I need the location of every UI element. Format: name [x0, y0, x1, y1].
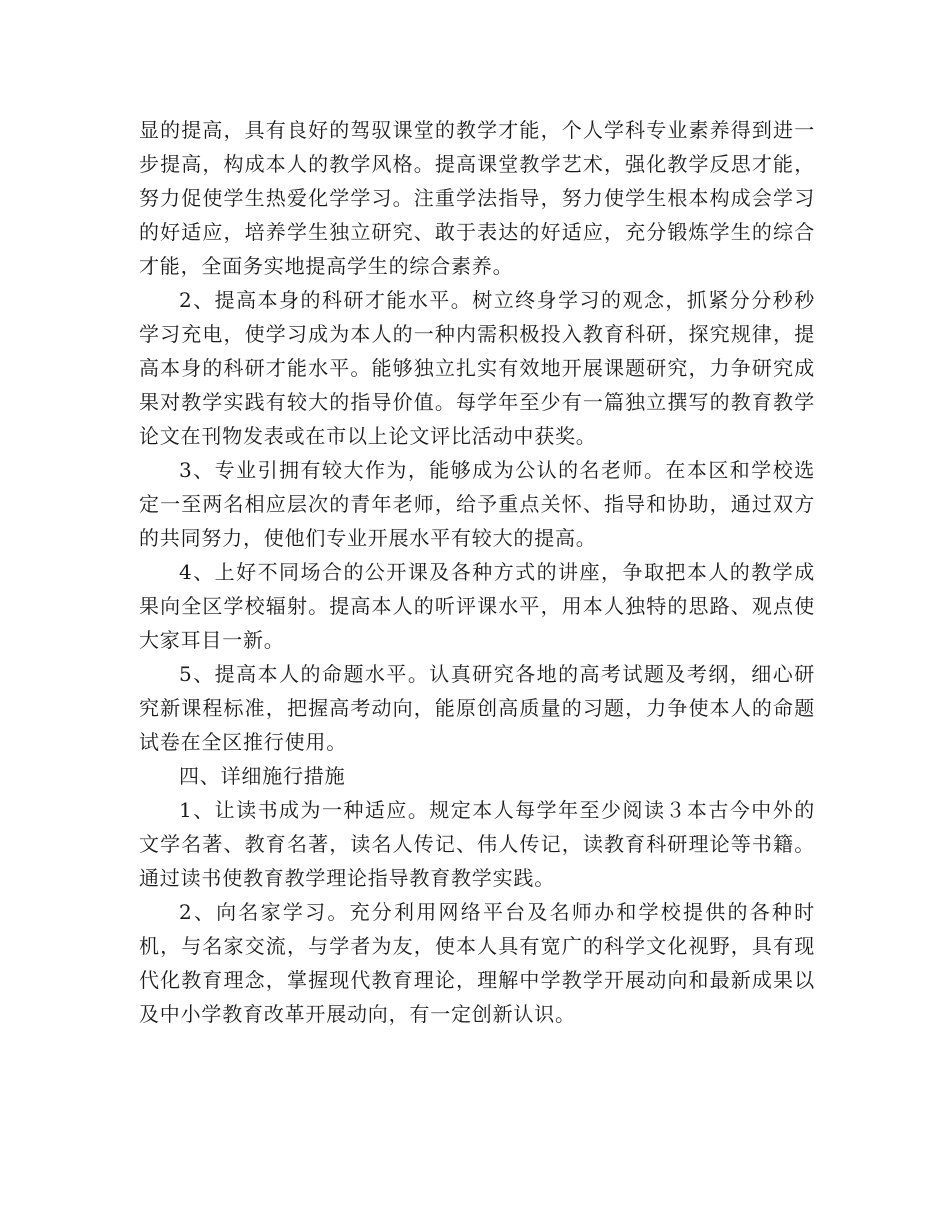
paragraph-measure-2-learn-from-experts: 2、向名家学习。充分利用网络平台及名师办和学校提供的各种时机，与名家交流，与学者为友，使本人具有宽广的科学文化视野，具有现代化教育理念，掌握现代教育理论，理解中学教学开展动向和最新成果以及中小学教育改革开展动向，有一定创新认识。	[139, 900, 815, 1026]
paragraph-item-3-leadership: 3、专业引拥有较大作为，能够成为公认的名老师。在本区和学校选定一至两名相应层次的青年老师，给予重点关怀、指导和协助，通过双方的共同努力，使他们专业开展水平有较大的提高。	[139, 458, 815, 550]
paragraph-item-2-research: 2、提高本身的科研才能水平。树立终身学习的观念，抓紧分分秒秒学习充电，使学习成为本人的一种内需积极投入教育科研，探究规律，提高本身的科研才能水平。能够独立扎实有效地开展课题研究，力争研究成果对教学实践有较大的指导价值。每学年至少有一篇独立撰写的教育教学论文在刊物发表或在市以上论文评比活动中获奖。	[139, 288, 815, 448]
paragraph-continuation: 显的提高，具有良好的驾驭课堂的教学才能，个人学科专业素养得到进一步提高，构成本人的教学风格。提高课堂教学艺术，强化教学反思才能，努力促使学生热爱化学学习。注重学法指导，努力使学生根本构成会学习的好适应，培养学生独立研究、敢于表达的好适应，充分锻炼学生的综合才能，全面务实地提高学生的综合素养。	[139, 118, 815, 278]
document-body	[139, 113, 815, 1031]
paragraph-item-5-exam-design: 5、提高本人的命题水平。认真研究各地的高考试题及考纲，细心研究新课程标准，把握高考动向，能原创高质量的习题，力争使本人的命题试卷在全区推行使用。	[139, 662, 815, 754]
paragraph-item-4-open-class: 4、上好不同场合的公开课及各种方式的讲座，争取把本人的教学成果向全区学校辐射。提高本人的听评课水平，用本人独特的思路、观点使大家耳目一新。	[139, 560, 815, 652]
section-heading-measures: 四、详细施行措施	[179, 764, 346, 788]
paragraph-measure-1-reading: 1、让读书成为一种适应。规定本人每学年至少阅读３本古今中外的文学名著、教育名著，读名人传记、伟人传记，读教育科研理论等书籍。通过读书使教育教学理论指导教育教学实践。	[139, 798, 815, 890]
